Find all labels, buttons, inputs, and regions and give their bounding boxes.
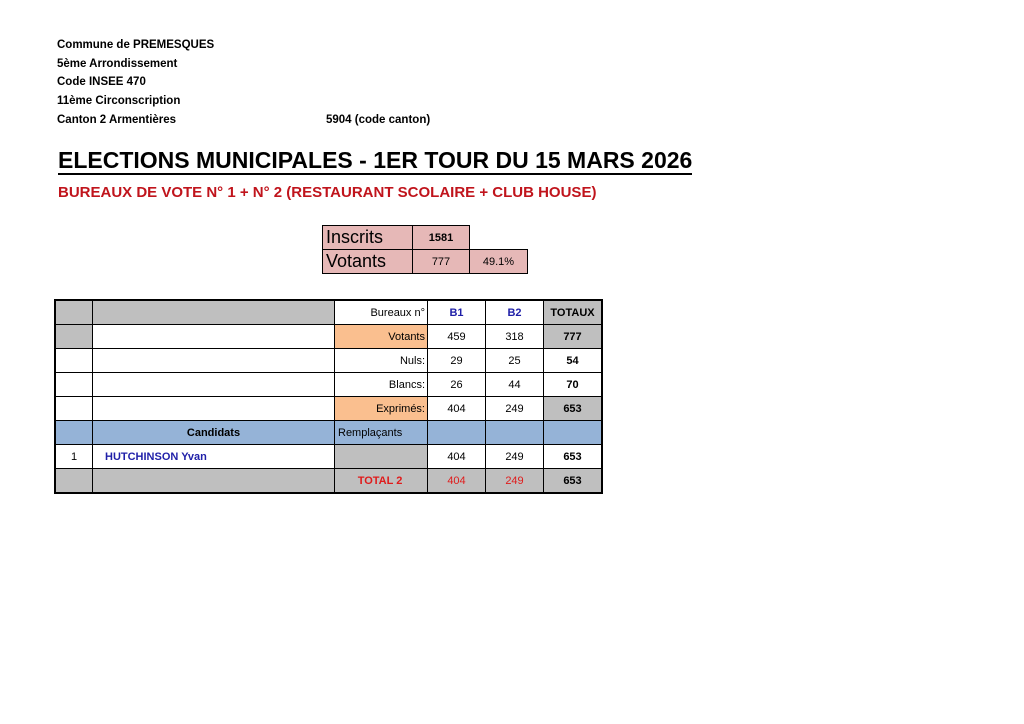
commune-line: Commune de PREMESQUES xyxy=(57,39,215,51)
row-empty-name xyxy=(93,349,335,373)
total-label: TOTAL 2 xyxy=(335,469,428,494)
votants-label: Votants xyxy=(323,250,413,274)
results-table xyxy=(54,299,603,494)
row-total: 777 xyxy=(544,325,603,349)
cand-header-empty xyxy=(55,421,93,445)
total-b1: 404 xyxy=(428,469,486,494)
candidate-name: HUTCHINSON Yvan xyxy=(93,445,335,469)
table-row xyxy=(55,397,602,421)
remplacants-label: Remplaçants xyxy=(335,421,428,445)
row-b1: 26 xyxy=(428,373,486,397)
total-b2: 249 xyxy=(486,469,544,494)
summary-table xyxy=(322,225,528,274)
candidate-number: 1 xyxy=(55,445,93,469)
inscrits-label: Inscrits xyxy=(323,226,413,250)
circonscription-line: 11ème Circonscription xyxy=(57,95,181,107)
row-label: Nuls: xyxy=(335,349,428,373)
table-row xyxy=(55,349,602,373)
arrondissement-line: 5ème Arrondissement xyxy=(57,58,178,70)
candidate-total: 653 xyxy=(544,445,603,469)
total-row xyxy=(55,469,602,494)
page-subtitle: BUREAUX DE VOTE N° 1 + N° 2 (RESTAURANT SCOLAIRE + CLUB HOUSE) xyxy=(58,184,597,201)
insee-line: Code INSEE 470 xyxy=(57,76,146,88)
cand-header-b1 xyxy=(428,421,486,445)
header-empty-name xyxy=(93,300,335,325)
candidats-label: Candidats xyxy=(93,421,335,445)
total-empty-num xyxy=(55,469,93,494)
row-label: Exprimés: xyxy=(335,397,428,421)
candidate-b2: 249 xyxy=(486,445,544,469)
page-title: ELECTIONS MUNICIPALES - 1ER TOUR DU 15 MARS 2026 xyxy=(58,147,693,173)
bureaux-label: Bureaux n° xyxy=(335,300,428,325)
bureau-b1-header: B1 xyxy=(428,300,486,325)
row-b2: 249 xyxy=(486,397,544,421)
candidate-remplacant xyxy=(335,445,428,469)
row-empty-name xyxy=(93,373,335,397)
row-total: 54 xyxy=(544,349,603,373)
row-b1: 459 xyxy=(428,325,486,349)
table-row xyxy=(55,325,602,349)
table-header-row xyxy=(55,300,602,325)
totaux-header: TOTAUX xyxy=(544,300,603,325)
row-empty-num xyxy=(55,373,93,397)
cand-header-b2 xyxy=(486,421,544,445)
candidate-b1: 404 xyxy=(428,445,486,469)
row-empty-name xyxy=(93,397,335,421)
row-empty-num xyxy=(55,325,93,349)
canton-line: Canton 2 Armentières xyxy=(57,114,177,126)
row-b2: 25 xyxy=(486,349,544,373)
header-empty-num xyxy=(55,300,93,325)
row-empty-num xyxy=(55,397,93,421)
total-total: 653 xyxy=(544,469,603,494)
row-b1: 29 xyxy=(428,349,486,373)
row-label: Blancs: xyxy=(335,373,428,397)
summary-row-votants xyxy=(323,250,528,274)
row-b1: 404 xyxy=(428,397,486,421)
row-empty-name xyxy=(93,325,335,349)
row-b2: 318 xyxy=(486,325,544,349)
inscrits-value: 1581 xyxy=(413,226,470,250)
bureau-b2-header: B2 xyxy=(486,300,544,325)
table-row xyxy=(55,373,602,397)
row-b2: 44 xyxy=(486,373,544,397)
candidate-row xyxy=(55,445,602,469)
votants-percent: 49.1% xyxy=(470,250,528,274)
row-total: 70 xyxy=(544,373,603,397)
row-empty-num xyxy=(55,349,93,373)
row-label: Votants xyxy=(335,325,428,349)
canton-code: 5904 (code canton) xyxy=(326,114,431,126)
candidats-header-row xyxy=(55,421,602,445)
summary-empty-cell xyxy=(470,226,528,250)
cand-header-total xyxy=(544,421,603,445)
votants-value: 777 xyxy=(413,250,470,274)
row-total: 653 xyxy=(544,397,603,421)
total-empty-name xyxy=(93,469,335,494)
summary-row-inscrits xyxy=(323,226,528,250)
